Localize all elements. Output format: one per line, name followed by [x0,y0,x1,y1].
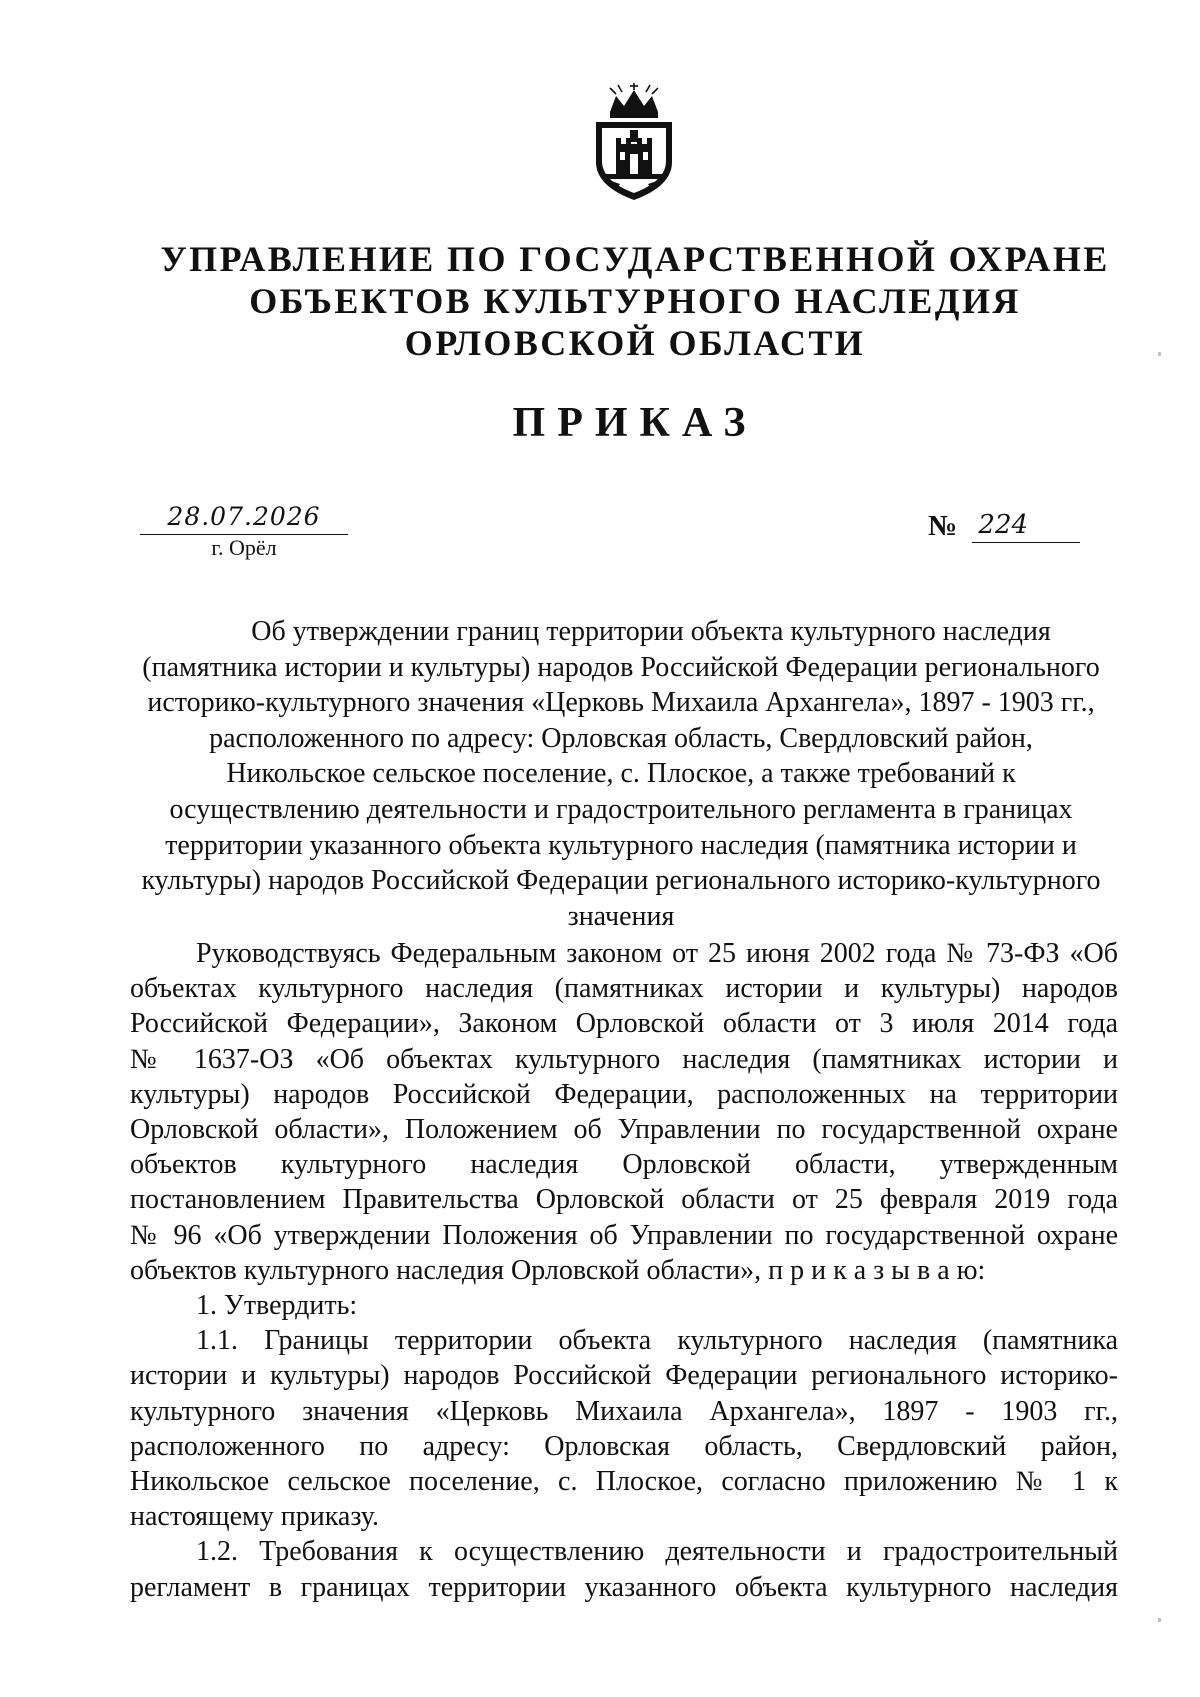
number-block [928,508,1080,543]
organization-line: УПРАВЛЕНИЕ ПО ГОСУДАРСТВЕННОЙ ОХРАНЕ [160,239,1110,279]
subject-line: расположенного по адресу: Орловская область, Свердловский район, [209,722,1033,754]
subject-line: территории указанного объекта культурного наследия (памятника истории и [165,829,1077,861]
scan-speck [1158,1618,1161,1622]
organization-title [130,238,1140,364]
document-subject [122,614,1120,934]
coat-of-arms-icon [586,82,682,202]
organization-line: ОРЛОВСКОЙ ОБЛАСТИ [404,323,866,363]
scan-speck [1158,352,1161,356]
number-sign: № [928,510,958,542]
subject-line: историко-культурного значения «Церковь Михаила Архангела», 1897 - 1903 гг., [147,687,1095,719]
paragraph-line: № 1637-ОЗ «Об объектах культурного наследия (памятниках истории и [130,1043,1118,1075]
item-1: 1. Утвердить: [196,1290,358,1322]
date-block [140,500,348,560]
preamble-paragraph [130,936,1118,1605]
paragraph-line: Никольское сельское поселение, с. Плоское, согласно приложению № 1 к [130,1466,1118,1498]
document-number: 224 [972,508,1080,543]
subject-line: значения [567,900,675,932]
paragraph-line: истории и культуры) народов Российской Федерации регионального историко- [130,1360,1118,1392]
paragraph-line: № 96 «Об утверждении Положения об Управлении по государственной охране [130,1219,1118,1251]
paragraph-line: культурного значения «Церковь Михаила Архангела», 1897 - 1903 гг., [130,1395,1118,1427]
subject-line: осуществлению деятельности и градостроительного регламента в границах [169,793,1073,825]
paragraph-line: расположенного по адресу: Орловская область, Свердловский район, [130,1430,1118,1462]
paragraph-line: 1.1. Границы территории объекта культурного наследия (памятника [196,1325,1118,1357]
paragraph-line: постановлением Правительства Орловской области от 25 февраля 2019 года [130,1184,1118,1216]
paragraph-line: культуры) народов Российской Федерации, расположенных на территории [130,1078,1118,1110]
paragraph-line: объектов культурного наследия Орловской области, утвержденным [130,1149,1118,1181]
subject-line: (памятника истории и культуры) народов Российской Федерации регионального [142,651,1100,683]
organization-line: ОБЪЕКТОВ КУЛЬТУРНОГО НАСЛЕДИЯ [249,281,1021,321]
document-date: 28.07.2026 [140,500,348,535]
paragraph-line: объектов культурного наследия Орловской области», п р и к а з ы в а ю: [130,1254,986,1286]
paragraph-line: Орловской области», Положением об Управлении по государственной охране [130,1114,1118,1146]
paragraph-line: 1.2. Требования к осуществлению деятельности и градостроительный [196,1536,1118,1568]
subject-line: Никольское сельское поселение, с. Плоское, а также требований к [226,758,1016,790]
subject-line: Об утверждении границ территории объекта культурного наследия [251,616,1051,647]
subject-line: культуры) народов Российской Федерации регионального историко-культурного [141,865,1101,897]
document-type: ПРИКАЗ [512,400,758,446]
paragraph-line: регламент в границах территории указанного объекта культурного наследия [130,1571,1118,1603]
paragraph-line: Российской Федерации», Законом Орловской области от 3 июля 2014 года [130,1008,1118,1040]
paragraph-line: объектах культурного наследия (памятниках истории и культуры) народов [130,973,1118,1005]
paragraph-line: Руководствуясь Федеральным законом от 25 июня 2002 года № 73-ФЗ «Об [196,938,1118,969]
document-city: г. Орёл [211,535,277,560]
paragraph-line: настоящему приказу. [130,1501,380,1533]
